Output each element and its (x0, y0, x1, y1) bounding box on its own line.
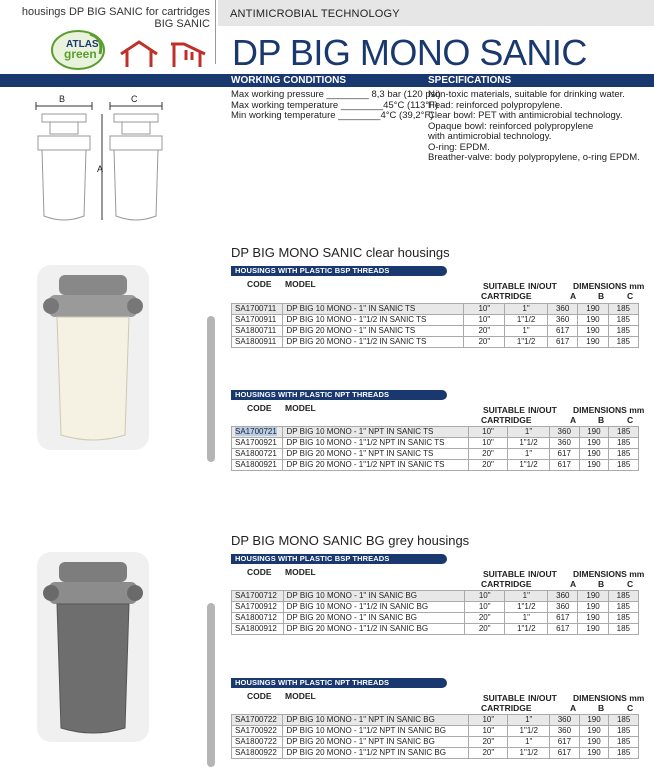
dim-b-cell: 190 (579, 737, 609, 748)
dim-c-cell: 185 (609, 715, 639, 726)
specifications-list (428, 90, 650, 164)
cartridge-cell: 10" (464, 315, 505, 326)
dim-b-cell: 190 (578, 304, 608, 315)
category-label: ANTIMICROBIAL TECHNOLOGY (230, 8, 400, 20)
table-row (232, 337, 639, 348)
data-table (231, 303, 639, 348)
inout-cell: 1" (505, 326, 548, 337)
col-suitable: SUITABLE (483, 693, 525, 703)
inout-cell: 1" (508, 715, 550, 726)
code-cell: SA1800911 (232, 337, 283, 348)
table-row (232, 715, 639, 726)
table-row (232, 591, 639, 602)
specification: Breather-valve: body polypropylene, o-ring EPDM. (428, 152, 640, 163)
cartridge-cell: 10" (464, 304, 505, 315)
code-cell (232, 427, 283, 438)
inout-cell: 1" (505, 591, 548, 602)
dim-b-cell: 190 (578, 613, 608, 624)
col-model: MODEL (285, 691, 316, 701)
cartridge-cell: 10" (469, 715, 508, 726)
model-cell: DP BIG 20 MONO - 1"1/2 IN SANIC BG (283, 624, 464, 635)
dim-c-cell: 185 (608, 315, 638, 326)
table-tab (231, 554, 447, 564)
dim-a-cell: 360 (547, 304, 577, 315)
col-cartridge: CARTRIDGE (481, 415, 532, 425)
cartridge-cell: 10" (468, 438, 507, 449)
working-conditions-list (231, 89, 441, 122)
dim-b-cell: 190 (578, 326, 608, 337)
table-row (232, 460, 639, 471)
dim-b-cell: 190 (579, 748, 609, 759)
table-row (232, 438, 639, 449)
working-condition: Min working temperature ________4°C (39,2°F) (231, 110, 434, 121)
inout-cell: 1" (508, 737, 550, 748)
col-model: MODEL (285, 279, 316, 289)
col-b: B (598, 415, 605, 425)
col-inout: IN/OUT (528, 569, 557, 579)
code-cell: SA1700712 (232, 591, 284, 602)
table-row (232, 602, 639, 613)
dim-a-cell: 617 (547, 337, 577, 348)
dim-b-cell: 190 (579, 460, 609, 471)
code-cell: SA1700922 (232, 726, 283, 737)
dim-c-cell: 185 (609, 460, 639, 471)
col-code: CODE (247, 691, 272, 701)
cartridge-cell: 20" (469, 748, 508, 759)
svg-text:green: green (64, 47, 97, 61)
dim-b-cell: 190 (578, 337, 608, 348)
dim-c-cell: 185 (609, 748, 639, 759)
dim-b-cell: 190 (578, 602, 608, 613)
inout-cell: 1"1/2 (505, 337, 548, 348)
col-code: CODE (247, 279, 272, 289)
dimension-c-label: C (131, 94, 138, 104)
model-cell: DP BIG 10 MONO - 1"1/2 NPT IN SANIC BG (283, 726, 469, 737)
col-a: A (570, 579, 577, 589)
scrollbar-thumb[interactable] (207, 603, 215, 767)
dim-b-cell: 190 (579, 715, 609, 726)
cartridge-cell: 20" (464, 624, 505, 635)
category-banner (218, 0, 654, 26)
cartridge-cell: 20" (468, 460, 507, 471)
cartridge-cell: 20" (464, 326, 505, 337)
cartridge-cell: 20" (464, 613, 505, 624)
model-cell: DP BIG 20 MONO - 1"1/2 NPT IN SANIC BG (283, 748, 469, 759)
inout-cell: 1"1/2 (505, 315, 548, 326)
col-inout: IN/OUT (528, 693, 557, 703)
inout-cell: 1"1/2 (508, 726, 550, 737)
code-cell: SA1800921 (232, 460, 283, 471)
dim-b-cell: 190 (578, 315, 608, 326)
code-cell: SA1800912 (232, 624, 284, 635)
table-row (232, 326, 639, 337)
section-title: DP BIG MONO SANIC clear housings (231, 245, 450, 260)
code-cell: SA1800711 (232, 326, 283, 337)
dim-b-cell: 190 (578, 624, 608, 635)
dim-a-cell: 360 (548, 591, 578, 602)
cartridge-cell: 10" (468, 427, 507, 438)
col-cartridge: CARTRIDGE (481, 579, 532, 589)
dim-b-cell: 190 (579, 449, 609, 460)
dim-a-cell: 360 (549, 438, 579, 449)
specification: Non-toxic materials, suitable for drinking water. (428, 89, 625, 100)
col-a: A (570, 703, 577, 713)
col-dimensions: DIMENSIONS mm (573, 569, 645, 579)
dim-a-cell: 617 (550, 748, 580, 759)
col-a: A (570, 415, 577, 425)
inout-cell: 1"1/2 (508, 438, 550, 449)
model-cell: DP BIG 10 MONO - 1"1/2 IN SANIC BG (283, 602, 464, 613)
dim-a-cell: 617 (550, 737, 580, 748)
dimension-a-label: A (97, 164, 104, 174)
model-cell: DP BIG 10 MONO - 1" NPT IN SANIC TS (283, 427, 468, 438)
dim-c-cell: 185 (608, 624, 638, 635)
table-row (232, 613, 639, 624)
col-suitable: SUITABLE (483, 405, 525, 415)
dim-c-cell: 185 (608, 613, 638, 624)
cold-water-house-icon (118, 40, 160, 73)
code-cell: SA1700912 (232, 602, 284, 613)
table-tab-label: HOUSINGS WITH PLASTIC NPT THREADS (235, 390, 390, 399)
dim-c-cell: 185 (609, 427, 639, 438)
dim-a-cell: 617 (548, 613, 578, 624)
divider (215, 0, 216, 64)
col-dimensions: DIMENSIONS mm (573, 693, 645, 703)
model-cell: DP BIG 20 MONO - 1"1/2 NPT IN SANIC TS (283, 460, 468, 471)
col-suitable: SUITABLE (483, 569, 525, 579)
dim-b-cell: 190 (579, 427, 609, 438)
inout-cell: 1" (508, 449, 550, 460)
grey-housing-photo (37, 552, 149, 742)
dim-a-cell: 360 (549, 427, 579, 438)
col-dimensions: DIMENSIONS mm (573, 405, 645, 415)
dim-a-cell: 617 (549, 460, 579, 471)
dim-b-cell: 190 (579, 726, 609, 737)
data-table (231, 426, 639, 471)
dimension-diagram (30, 92, 170, 233)
col-code: CODE (247, 567, 272, 577)
model-cell: DP BIG 10 MONO - 1" IN SANIC BG (283, 591, 464, 602)
dim-c-cell: 185 (609, 438, 639, 449)
cartridge-cell: 20" (468, 449, 507, 460)
model-cell: DP BIG 10 MONO - 1"1/2 IN SANIC TS (283, 315, 464, 326)
table-tab (231, 678, 447, 688)
specification: Clear bowl: PET with antimicrobial technology. (428, 110, 623, 121)
selected-code-highlight[interactable]: SA1700721 (235, 427, 277, 436)
code-cell: SA1800722 (232, 737, 283, 748)
page-title: DP BIG MONO SANIC (232, 32, 587, 73)
dim-b-cell: 190 (578, 591, 608, 602)
table-tab-label: HOUSINGS WITH PLASTIC BSP THREADS (235, 554, 390, 563)
data-table (231, 590, 639, 635)
table-row (232, 624, 639, 635)
col-suitable: SUITABLE (483, 281, 525, 291)
working-conditions-heading: WORKING CONDITIONS (231, 75, 346, 86)
cartridge-cell: 10" (464, 602, 505, 613)
col-b: B (598, 703, 605, 713)
dimension-b-label: B (59, 94, 66, 104)
working-condition: Max working pressure ________ 8,3 bar (120 psi) (231, 89, 441, 100)
inout-cell: 1" (505, 613, 548, 624)
dim-c-cell: 185 (608, 326, 638, 337)
dim-c-cell: 185 (608, 337, 638, 348)
section-bar (0, 74, 654, 87)
table-tab-label: HOUSINGS WITH PLASTIC BSP THREADS (235, 266, 390, 275)
code-cell: SA1700711 (232, 304, 283, 315)
dim-a-cell: 617 (548, 624, 578, 635)
code-cell: SA1700722 (232, 715, 283, 726)
model-cell: DP BIG 20 MONO - 1" NPT IN SANIC TS (283, 449, 468, 460)
col-c: C (627, 415, 634, 425)
table-row (232, 726, 639, 737)
dim-a-cell: 360 (550, 715, 580, 726)
dim-a-cell: 617 (549, 449, 579, 460)
dim-a-cell: 360 (547, 315, 577, 326)
dim-c-cell: 185 (608, 304, 638, 315)
working-condition: Max working temperature ________45°C (113°F) (231, 99, 439, 111)
col-c: C (627, 703, 634, 713)
col-c: C (627, 291, 634, 301)
scrollbar-thumb[interactable] (207, 316, 215, 462)
specification: with antimicrobial technology. (428, 131, 552, 142)
inout-cell: 1" (505, 304, 548, 315)
inout-cell: 1"1/2 (505, 624, 548, 635)
dim-c-cell: 185 (609, 726, 639, 737)
inout-cell: 1"1/2 (505, 602, 548, 613)
table-tab (231, 390, 447, 400)
model-cell: DP BIG 20 MONO - 1" IN SANIC BG (283, 613, 464, 624)
model-cell: DP BIG 10 MONO - 1" IN SANIC TS (283, 304, 464, 315)
cartridge-cell: 10" (469, 726, 508, 737)
code-cell: SA1800922 (232, 748, 283, 759)
col-a: A (570, 291, 577, 301)
code-cell: SA1800712 (232, 613, 284, 624)
dim-c-cell: 185 (608, 591, 638, 602)
col-dimensions: DIMENSIONS mm (573, 281, 645, 291)
model-cell: DP BIG 20 MONO - 1" NPT IN SANIC BG (283, 737, 469, 748)
dim-c-cell: 185 (608, 602, 638, 613)
model-cell: DP BIG 20 MONO - 1"1/2 IN SANIC TS (283, 337, 464, 348)
inout-cell: 1"1/2 (508, 460, 550, 471)
table-row (232, 427, 639, 438)
cartridge-cell: 20" (464, 337, 505, 348)
inout-cell: 1" (508, 427, 550, 438)
col-model: MODEL (285, 403, 316, 413)
document-subtitle: housings DP BIG SANIC for cartridges BIG SANIC (21, 6, 210, 30)
table-tab-label: HOUSINGS WITH PLASTIC NPT THREADS (235, 678, 390, 687)
inout-cell: 1"1/2 (508, 748, 550, 759)
specification: Head: reinforced polypropylene. (428, 99, 563, 111)
table-row (232, 449, 639, 460)
model-cell: DP BIG 20 MONO - 1" IN SANIC TS (283, 326, 464, 337)
col-c: C (627, 579, 634, 589)
col-cartridge: CARTRIDGE (481, 703, 532, 713)
svg-text:ATLAS: ATLAS (66, 39, 99, 50)
col-inout: IN/OUT (528, 281, 557, 291)
code-cell: SA1800721 (232, 449, 283, 460)
atlas-green-logo (50, 28, 110, 72)
dim-a-cell: 360 (550, 726, 580, 737)
specification: Opaque bowl: reinforced polypropylene (428, 120, 594, 132)
table-tab (231, 266, 447, 276)
dim-a-cell: 617 (547, 326, 577, 337)
model-cell: DP BIG 10 MONO - 1"1/2 NPT IN SANIC TS (283, 438, 468, 449)
col-inout: IN/OUT (528, 405, 557, 415)
col-code: CODE (247, 403, 272, 413)
dim-b-cell: 190 (579, 438, 609, 449)
code-cell: SA1700911 (232, 315, 283, 326)
table-row (232, 304, 639, 315)
col-b: B (598, 579, 605, 589)
table-row (232, 737, 639, 748)
code-cell: SA1700921 (232, 438, 283, 449)
table-row (232, 315, 639, 326)
section-title: DP BIG MONO SANIC BG grey housings (231, 533, 470, 548)
dim-a-cell: 360 (548, 602, 578, 613)
col-cartridge: CARTRIDGE (481, 291, 532, 301)
hot-water-house-icon (168, 40, 208, 73)
specifications-heading: SPECIFICATIONS (428, 75, 512, 86)
table-row (232, 748, 639, 759)
col-model: MODEL (285, 567, 316, 577)
dim-c-cell: 185 (609, 449, 639, 460)
specification: O-ring: EPDM. (428, 141, 490, 153)
data-table (231, 714, 639, 759)
cartridge-cell: 10" (464, 591, 505, 602)
dim-c-cell: 185 (609, 737, 639, 748)
model-cell: DP BIG 10 MONO - 1" NPT IN SANIC BG (283, 715, 469, 726)
cartridge-cell: 20" (469, 737, 508, 748)
col-b: B (598, 291, 605, 301)
clear-housing-photo (37, 265, 149, 450)
